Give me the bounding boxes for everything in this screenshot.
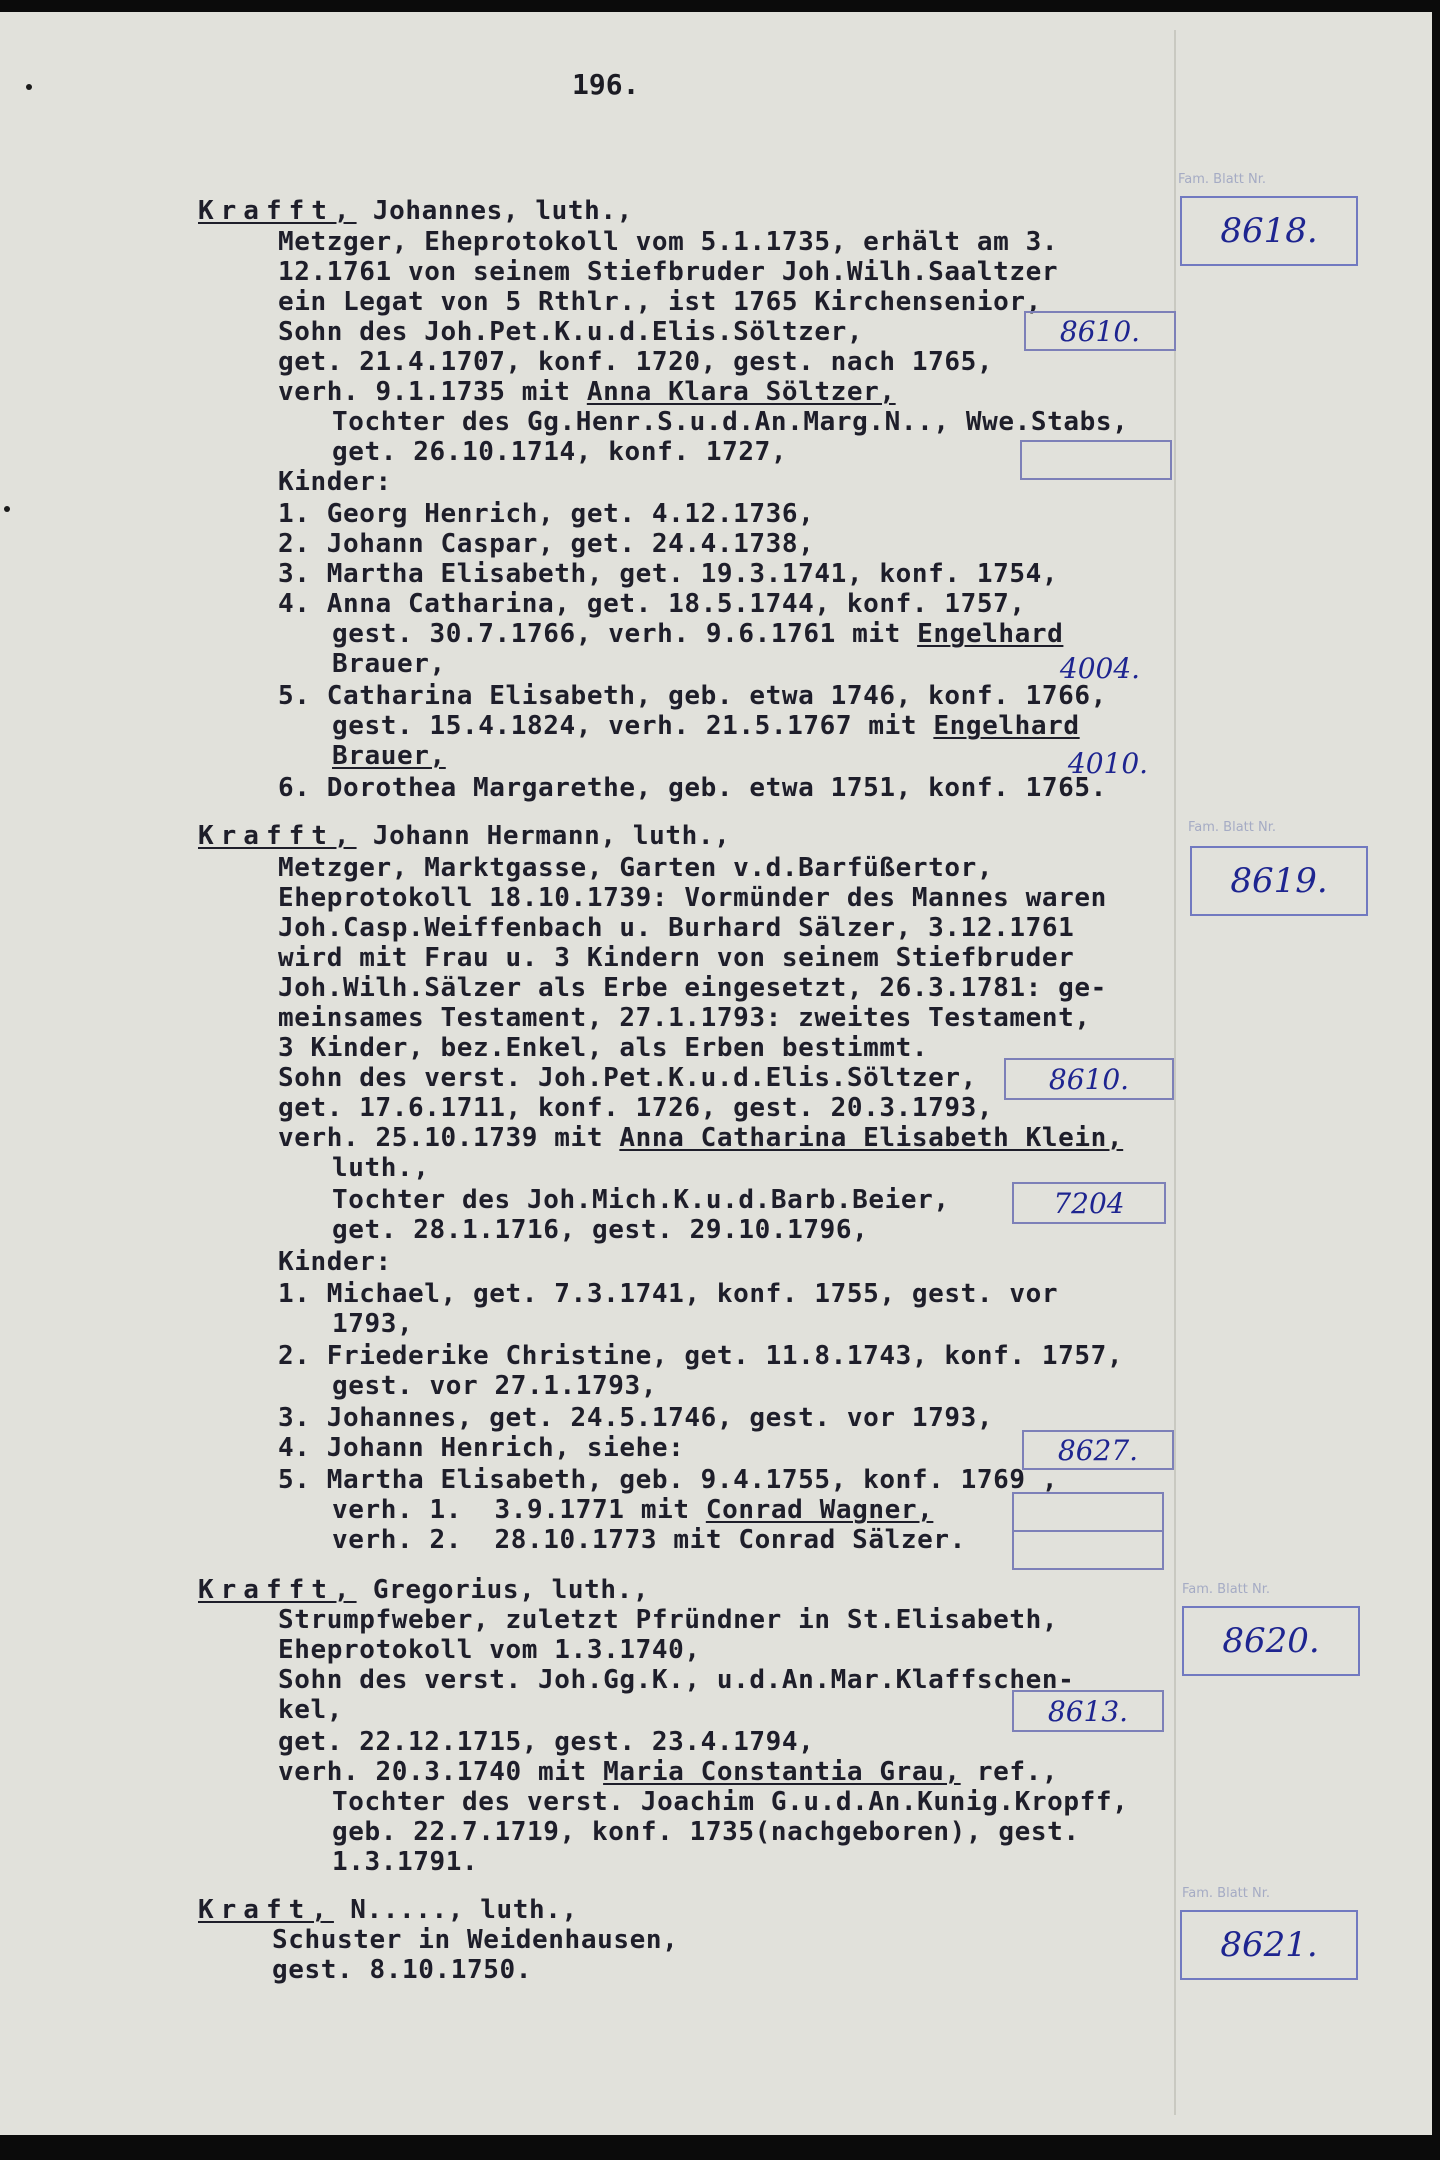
spouse-name: Anna Klara Söltzer, [586,377,896,407]
ref-number: 8610. [1048,1062,1130,1096]
hole-punch-mark [26,84,32,90]
entry-line: Metzger, Marktgasse, Garten v.d.Barfüßertor, [278,853,994,883]
entry-line: Tochter des verst. Joachim G.u.d.An.Kunig.Kropff, [332,1787,1129,1817]
ref-box-empty [1012,1492,1164,1532]
entry-line [278,1123,1123,1153]
ref-box [1012,1182,1166,1224]
page-number: 196. [572,68,640,101]
entry-line: geb. 22.7.1719, konf. 1735(nachgeboren), gest. [332,1817,1080,1847]
entry-line: 12.1761 von seinem Stiefbruder Joh.Wilh.Saaltzer [278,257,1059,287]
ref-box [1004,1058,1174,1100]
ref-box [1024,311,1176,351]
entry-line [278,377,896,407]
entry-line: get. 17.6.1711, konf. 1726, gest. 20.3.1793, [278,1093,994,1123]
family-sheet-box [1180,196,1358,266]
fam-blatt-label: Fam. Blatt Nr. [1182,1886,1271,1901]
fam-blatt-label: Fam. Blatt Nr. [1182,1582,1271,1597]
entry-line: ein Legat von 5 Rthlr., ist 1765 Kirchensenior, [278,287,1042,317]
hole-punch-mark [4,506,10,512]
family-sheet-box [1182,1606,1360,1676]
child-line: 4. Johann Henrich, siehe: [278,1433,685,1463]
ref-number: 4004. [1059,651,1141,685]
surname: Krafft, [198,821,357,851]
surname: Krafft, [198,196,357,226]
entry-heading [198,1895,578,1925]
given-name: N....., luth., [350,1895,578,1925]
entry-line: gest. 8.10.1750. [272,1955,533,1985]
entry-line: Sohn des verst. Joh.Pet.K.u.d.Elis.Söltzer, [278,1063,977,1093]
given-name: Johann Hermann, luth., [372,821,731,851]
fam-blatt-label: Fam. Blatt Nr. [1188,820,1277,835]
ref-number: 8613. [1047,1694,1129,1728]
child-line: 6. Dorothea Margarethe, geb. etwa 1751, konf. 1765. [278,773,1107,803]
child-line: 5. Catharina Elisabeth, geb. etwa 1746, konf. 1766, [278,681,1107,711]
ref-number: 8610. [1059,314,1141,348]
family-sheet-box [1190,846,1368,916]
family-sheet-number: 8621. [1220,1925,1318,1965]
spouse-name: Engelhard [933,711,1080,741]
entry-line: Metzger, Eheprotokoll vom 5.1.1735, erhält am 3. [278,227,1059,257]
child-line [332,741,446,771]
family-sheet-number: 8620. [1222,1621,1320,1661]
spouse-name: Maria Constantia Grau, [603,1757,961,1787]
child-line: Brauer, [332,649,446,679]
entry-line: Sohn des Joh.Pet.K.u.d.Elis.Söltzer, [278,317,864,347]
given-name: Johannes, luth., [372,196,633,226]
ref-box [1012,1690,1164,1732]
given-name: Gregorius, luth., [372,1575,650,1605]
spouse-name-cont: Brauer, [332,741,446,771]
ref-number: 4010. [1067,746,1149,780]
entry-line: Joh.Casp.Weiffenbach u. Burhard Sälzer, 3.12.1761 [278,913,1075,943]
marriage-text: verh. 1. 3.9.1771 mit [332,1495,706,1525]
marriage-text: verh. 20.3.1740 mit [278,1757,604,1787]
entry-line: Kinder: [278,1247,392,1277]
ref-box [1022,1430,1174,1470]
child-line: 3. Martha Elisabeth, get. 19.3.1741, konf. 1754, [278,559,1059,589]
entry-line: wird mit Frau u. 3 Kindern von seinem Stiefbruder [278,943,1075,973]
entry-heading [198,821,730,851]
family-sheet-number: 8618. [1220,211,1318,251]
marriage-text: verh. 25.10.1739 mit [278,1123,620,1153]
child-line [332,711,1080,741]
fam-blatt-label: Fam. Blatt Nr. [1178,172,1267,187]
child-line: 3. Johannes, get. 24.5.1746, gest. vor 1793, [278,1403,994,1433]
entry-line: get. 26.10.1714, konf. 1727, [332,437,788,467]
ref-box-empty [1012,1530,1164,1570]
spouse-name: Engelhard [917,619,1064,649]
spouse-name: Anna Catharina Elisabeth Klein, [619,1123,1124,1153]
child-line: 1. Georg Henrich, get. 4.12.1736, [278,499,815,529]
entry-heading [198,1575,649,1605]
entry-line: Sohn des verst. Joh.Gg.K., u.d.An.Mar.Klaffschen- [278,1665,1075,1695]
spouse-name: Conrad Wagner, [705,1495,934,1525]
child-line: 2. Friederike Christine, get. 11.8.1743, konf. 1757, [278,1341,1124,1371]
ref-box-empty [1020,440,1172,480]
entry-line: 3 Kinder, bez.Enkel, als Erben bestimmt. [278,1033,929,1063]
entry-line: Eheprotokoll vom 1.3.1740, [278,1635,701,1665]
entry-line: Schuster in Weidenhausen, [272,1925,679,1955]
child-line [332,619,1063,649]
child-line [332,1495,933,1525]
spouse-suffix: ref., [960,1757,1059,1787]
marriage-text: gest. 30.7.1766, verh. 9.6.1761 mit [332,619,918,649]
entry-line: get. 28.1.1716, gest. 29.10.1796, [332,1215,869,1245]
surname: Krafft, [198,1575,357,1605]
entry-line: Strumpfweber, zuletzt Pfründner in St.Elisabeth, [278,1605,1059,1635]
surname: Kraft, [198,1895,334,1925]
entry-line: get. 21.4.1707, konf. 1720, gest. nach 1765, [278,347,994,377]
entry-line: Kinder: [278,467,392,497]
child-line: verh. 2. 28.10.1773 mit Conrad Sälzer. [332,1525,966,1555]
entry-heading [198,196,633,226]
child-line: gest. vor 27.1.1793, [332,1371,658,1401]
entry-line: kel, [278,1695,344,1725]
child-line: 4. Anna Catharina, get. 18.5.1744, konf. 1757, [278,589,1026,619]
marriage-text: gest. 15.4.1824, verh. 21.5.1767 mit [332,711,934,741]
ref-number: 7204 [1053,1186,1125,1220]
child-line: 2. Johann Caspar, get. 24.4.1738, [278,529,815,559]
entry-line: 1.3.1791. [332,1847,479,1877]
entry-line: Joh.Wilh.Sälzer als Erbe eingesetzt, 26.3.1781: ge- [278,973,1107,1003]
entry-line: Tochter des Joh.Mich.K.u.d.Barb.Beier, [332,1185,950,1215]
entry-line: meinsames Testament, 27.1.1793: zweites Testament, [278,1003,1091,1033]
child-line: 5. Martha Elisabeth, geb. 9.4.1755, konf. 1769 , [278,1465,1059,1495]
family-sheet-box [1180,1910,1358,1980]
entry-line: get. 22.12.1715, gest. 23.4.1794, [278,1727,815,1757]
marriage-text: verh. 9.1.1735 mit [278,377,587,407]
child-line: 1793, [332,1309,414,1339]
entry-line: Tochter des Gg.Henr.S.u.d.An.Marg.N.., Wwe.Stabs, [332,407,1129,437]
entry-line [278,1757,1058,1787]
family-sheet-number: 8619. [1230,861,1328,901]
entry-line: Eheprotokoll 18.10.1739: Vormünder des Mannes waren [278,883,1107,913]
child-line: 1. Michael, get. 7.3.1741, konf. 1755, gest. vor [278,1279,1059,1309]
ref-number: 8627. [1057,1433,1139,1467]
entry-line: luth., [332,1153,430,1183]
